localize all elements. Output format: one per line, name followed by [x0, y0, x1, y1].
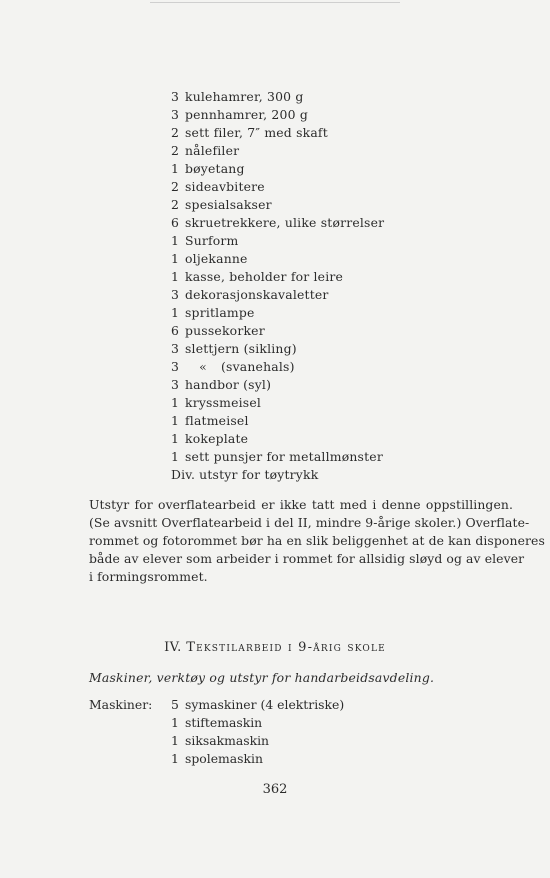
- list-item: [171, 124, 384, 142]
- item-text: sett punsjer for metallmønster: [185, 449, 383, 464]
- item-quantity: 3: [171, 377, 180, 392]
- item-quantity: 1: [171, 395, 180, 410]
- list-item: [171, 142, 384, 160]
- equipment-list: [171, 88, 384, 484]
- item-text: slettjern (sikling): [185, 341, 297, 356]
- item-quantity: 1: [171, 233, 180, 248]
- item-quantity: 5: [171, 697, 179, 712]
- item-text: spesialsakser: [185, 197, 272, 212]
- list-item: [171, 358, 384, 376]
- item-text: spolemaskin: [185, 751, 263, 766]
- list-item: [171, 376, 384, 394]
- item-quantity: 1: [171, 751, 179, 766]
- list-item: [171, 322, 384, 340]
- item-text: kulehamrer, 300 g: [185, 89, 304, 104]
- item-text: symaskiner (4 elektriske): [185, 697, 345, 712]
- list-item: [171, 466, 384, 484]
- list-item: [171, 160, 384, 178]
- item-quantity: 3: [171, 341, 180, 356]
- list-item: [171, 732, 344, 750]
- paragraph-line: (Se avsnitt Overflatearbeid i del II, mindre 9-årige skoler.) Overflate-: [89, 515, 530, 530]
- machines-label: Maskiner:: [89, 697, 153, 712]
- item-text: utstyr for tøytrykk: [199, 467, 319, 482]
- list-item: [171, 232, 384, 250]
- item-text: stiftemaskin: [185, 715, 263, 730]
- list-item: [171, 696, 344, 714]
- item-quantity: 2: [171, 143, 180, 158]
- list-item: [171, 304, 384, 322]
- list-item: [171, 430, 384, 448]
- item-quantity: 1: [171, 269, 180, 284]
- item-quantity: Div.: [171, 467, 196, 482]
- item-text: spritlampe: [185, 305, 255, 320]
- item-text: flatmeisel: [185, 413, 249, 428]
- item-text: skruetrekkere, ulike størrelser: [185, 215, 385, 230]
- item-text: pennhamrer, 200 g: [185, 107, 308, 122]
- item-quantity: 1: [171, 161, 180, 176]
- item-quantity: 1: [171, 251, 180, 266]
- page-number: 362: [262, 782, 288, 797]
- section-title: Tekstilarbeid i 9-årig skole: [186, 640, 386, 655]
- item-quantity: 3: [171, 89, 180, 104]
- paragraph-line: rommet og fotorommet bør ha en slik beliggenhet at de kan disponeres: [89, 533, 545, 548]
- list-item: [171, 448, 384, 466]
- list-item: [171, 88, 384, 106]
- item-quantity: 3: [171, 359, 180, 374]
- item-quantity: 2: [171, 179, 180, 194]
- item-text: siksakmaskin: [185, 733, 270, 748]
- list-item: [171, 196, 384, 214]
- top-rule: [150, 2, 400, 3]
- item-quantity: 1: [171, 413, 180, 428]
- item-text: (svanehals): [221, 359, 295, 374]
- item-text: handbor (syl): [185, 377, 272, 392]
- item-quantity: 1: [171, 715, 179, 730]
- list-item: [171, 750, 344, 768]
- item-quantity: 1: [171, 733, 179, 748]
- list-item: [171, 178, 384, 196]
- item-text: Surform: [185, 233, 239, 248]
- item-text: kryssmeisel: [185, 395, 262, 410]
- list-item: [171, 286, 384, 304]
- machines-list: [171, 696, 344, 768]
- item-quantity: 1: [171, 431, 180, 446]
- list-item: [171, 106, 384, 124]
- item-quantity: 6: [171, 215, 180, 230]
- item-quantity: 1: [171, 305, 180, 320]
- item-text: sideavbitere: [185, 179, 265, 194]
- item-text: kokeplate: [185, 431, 249, 446]
- body-paragraph: [89, 496, 545, 586]
- item-text: oljekanne: [185, 251, 248, 266]
- item-quantity: 3: [171, 287, 180, 302]
- list-item: [171, 394, 384, 412]
- item-quantity: 3: [171, 107, 180, 122]
- item-text: kasse, beholder for leire: [185, 269, 344, 284]
- paragraph-line: Utstyr for overflatearbeid er ikke tatt med i denne oppstillingen.: [89, 497, 513, 512]
- item-quantity: 2: [171, 197, 180, 212]
- item-text: nålefiler: [185, 143, 240, 158]
- section-numeral: IV.: [164, 640, 182, 655]
- item-quantity: 2: [171, 125, 180, 140]
- item-text: dekorasjonskavaletter: [185, 287, 329, 302]
- section-heading: [0, 640, 550, 655]
- sub-heading: Maskiner, verktøy og utstyr for handarbeidsavdeling.: [89, 670, 435, 685]
- list-item: [171, 412, 384, 430]
- item-text: pussekorker: [185, 323, 265, 338]
- list-item: [171, 214, 384, 232]
- item-quantity: 6: [171, 323, 180, 338]
- ditto-mark: «: [199, 359, 207, 374]
- list-item: [171, 250, 384, 268]
- paragraph-line: både av elever som arbeider i rommet for allsidig sløyd og av elever: [89, 551, 525, 566]
- item-text: sett filer, 7″ med skaft: [185, 125, 328, 140]
- list-item: [171, 714, 344, 732]
- item-text: bøyetang: [185, 161, 245, 176]
- list-item: [171, 268, 384, 286]
- paragraph-line: i formingsrommet.: [89, 569, 208, 584]
- item-quantity: 1: [171, 449, 180, 464]
- list-item: [171, 340, 384, 358]
